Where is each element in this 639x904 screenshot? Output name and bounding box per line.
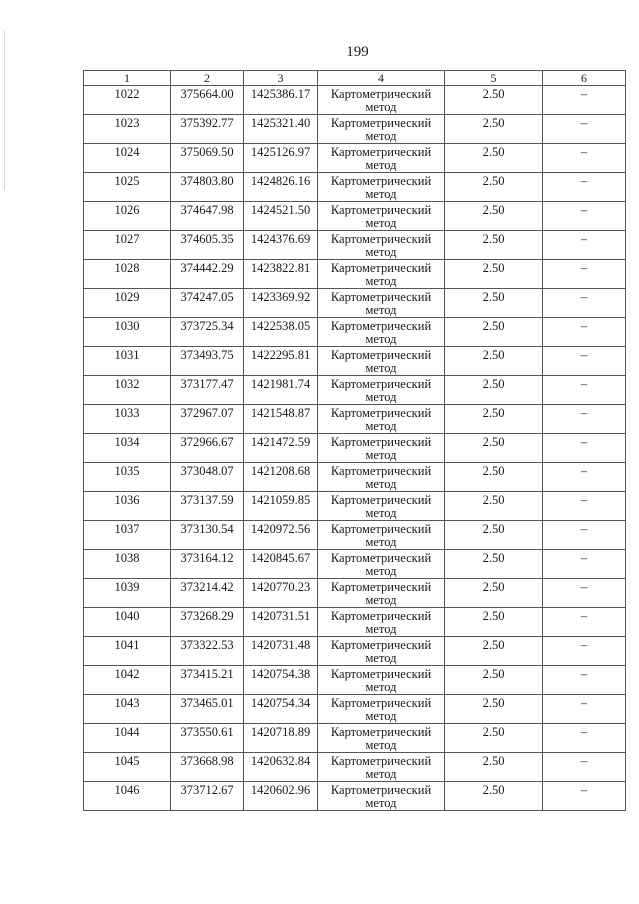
method-line-1: Картометрический	[330, 87, 432, 101]
y-coordinate-cell: 1423822.81	[244, 260, 318, 289]
error-cell: 2.50	[445, 550, 543, 579]
method-cell	[318, 666, 445, 695]
method-line-2: метод	[365, 680, 397, 694]
method-line-1: Картометрический	[330, 435, 432, 449]
table-row	[84, 405, 626, 434]
point-number-cell: 1036	[84, 492, 171, 521]
point-number-cell: 1041	[84, 637, 171, 666]
column-header: 6	[543, 71, 626, 86]
x-coordinate-cell: 373137.59	[171, 492, 244, 521]
y-coordinate-cell: 1420754.34	[244, 695, 318, 724]
method-cell	[318, 521, 445, 550]
point-number-cell: 1046	[84, 782, 171, 811]
method-cell	[318, 289, 445, 318]
point-number-cell: 1042	[84, 666, 171, 695]
column-header: 5	[445, 71, 543, 86]
error-cell: 2.50	[445, 492, 543, 521]
method-cell	[318, 115, 445, 144]
y-coordinate-cell: 1421472.59	[244, 434, 318, 463]
point-number-cell: 1028	[84, 260, 171, 289]
method-line-2: метод	[365, 100, 397, 114]
note-cell: –	[543, 289, 626, 318]
y-coordinate-cell: 1420731.51	[244, 608, 318, 637]
error-cell: 2.50	[445, 347, 543, 376]
method-cell	[318, 550, 445, 579]
error-cell: 2.50	[445, 260, 543, 289]
method-line-2: метод	[365, 216, 397, 230]
method-line-1: Картометрический	[330, 174, 432, 188]
point-number-cell: 1035	[84, 463, 171, 492]
table-row	[84, 434, 626, 463]
table-row	[84, 260, 626, 289]
x-coordinate-cell: 374247.05	[171, 289, 244, 318]
note-cell: –	[543, 782, 626, 811]
y-coordinate-cell: 1421208.68	[244, 463, 318, 492]
method-line-1: Картометрический	[330, 319, 432, 333]
error-cell: 2.50	[445, 115, 543, 144]
method-line-2: метод	[365, 796, 397, 810]
method-line-2: метод	[365, 506, 397, 520]
note-cell: –	[543, 318, 626, 347]
method-line-1: Картометрический	[330, 232, 432, 246]
note-cell: –	[543, 579, 626, 608]
method-line-1: Картометрический	[330, 725, 432, 739]
method-line-1: Картометрический	[330, 261, 432, 275]
error-cell: 2.50	[445, 231, 543, 260]
point-number-cell: 1045	[84, 753, 171, 782]
point-number-cell: 1031	[84, 347, 171, 376]
y-coordinate-cell: 1425321.40	[244, 115, 318, 144]
point-number-cell: 1023	[84, 115, 171, 144]
method-line-2: метод	[365, 361, 397, 375]
method-cell	[318, 202, 445, 231]
note-cell: –	[543, 86, 626, 115]
x-coordinate-cell: 372967.07	[171, 405, 244, 434]
x-coordinate-cell: 373048.07	[171, 463, 244, 492]
method-cell	[318, 463, 445, 492]
coordinates-table	[83, 70, 626, 811]
table-row	[84, 231, 626, 260]
y-coordinate-cell: 1420754.38	[244, 666, 318, 695]
note-cell: –	[543, 115, 626, 144]
table-row	[84, 376, 626, 405]
y-coordinate-cell: 1421059.85	[244, 492, 318, 521]
x-coordinate-cell: 373415.21	[171, 666, 244, 695]
y-coordinate-cell: 1420718.89	[244, 724, 318, 753]
point-number-cell: 1029	[84, 289, 171, 318]
method-line-2: метод	[365, 448, 397, 462]
y-coordinate-cell: 1424826.16	[244, 173, 318, 202]
method-line-2: метод	[365, 535, 397, 549]
method-line-2: метод	[365, 158, 397, 172]
method-cell	[318, 260, 445, 289]
table-row	[84, 550, 626, 579]
table-row	[84, 637, 626, 666]
point-number-cell: 1026	[84, 202, 171, 231]
x-coordinate-cell: 372966.67	[171, 434, 244, 463]
error-cell: 2.50	[445, 782, 543, 811]
method-line-2: метод	[365, 129, 397, 143]
method-cell	[318, 608, 445, 637]
method-line-1: Картометрический	[330, 609, 432, 623]
x-coordinate-cell: 373465.01	[171, 695, 244, 724]
table-row	[84, 347, 626, 376]
method-line-1: Картометрический	[330, 638, 432, 652]
y-coordinate-cell: 1422538.05	[244, 318, 318, 347]
column-header: 4	[318, 71, 445, 86]
x-coordinate-cell: 373668.98	[171, 753, 244, 782]
note-cell: –	[543, 202, 626, 231]
method-line-2: метод	[365, 245, 397, 259]
error-cell: 2.50	[445, 173, 543, 202]
method-cell	[318, 347, 445, 376]
method-line-2: метод	[365, 767, 397, 781]
y-coordinate-cell: 1425386.17	[244, 86, 318, 115]
method-line-2: метод	[365, 738, 397, 752]
method-line-1: Картометрический	[330, 116, 432, 130]
table-row	[84, 782, 626, 811]
table-row	[84, 202, 626, 231]
note-cell: –	[543, 492, 626, 521]
x-coordinate-cell: 373493.75	[171, 347, 244, 376]
method-line-1: Картометрический	[330, 464, 432, 478]
note-cell: –	[543, 666, 626, 695]
method-line-2: метод	[365, 622, 397, 636]
y-coordinate-cell: 1421548.87	[244, 405, 318, 434]
method-cell	[318, 86, 445, 115]
method-line-2: метод	[365, 390, 397, 404]
y-coordinate-cell: 1420632.84	[244, 753, 318, 782]
error-cell: 2.50	[445, 376, 543, 405]
method-line-2: метод	[365, 477, 397, 491]
point-number-cell: 1039	[84, 579, 171, 608]
table-body	[84, 86, 626, 811]
point-number-cell: 1044	[84, 724, 171, 753]
method-line-1: Картометрический	[330, 522, 432, 536]
method-cell	[318, 637, 445, 666]
page-number: 199	[346, 44, 369, 60]
point-number-cell: 1033	[84, 405, 171, 434]
column-header: 1	[84, 71, 171, 86]
x-coordinate-cell: 374442.29	[171, 260, 244, 289]
method-cell	[318, 144, 445, 173]
method-line-2: метод	[365, 303, 397, 317]
method-cell	[318, 405, 445, 434]
y-coordinate-cell: 1420972.56	[244, 521, 318, 550]
note-cell: –	[543, 753, 626, 782]
point-number-cell: 1022	[84, 86, 171, 115]
method-line-1: Картометрический	[330, 290, 432, 304]
method-cell	[318, 782, 445, 811]
note-cell: –	[543, 144, 626, 173]
table-row	[84, 492, 626, 521]
table-row	[84, 289, 626, 318]
point-number-cell: 1034	[84, 434, 171, 463]
note-cell: –	[543, 724, 626, 753]
y-coordinate-cell: 1420845.67	[244, 550, 318, 579]
method-cell	[318, 579, 445, 608]
table-row	[84, 753, 626, 782]
method-line-1: Картометрический	[330, 377, 432, 391]
x-coordinate-cell: 373550.61	[171, 724, 244, 753]
y-coordinate-cell: 1422295.81	[244, 347, 318, 376]
point-number-cell: 1037	[84, 521, 171, 550]
error-cell: 2.50	[445, 144, 543, 173]
note-cell: –	[543, 521, 626, 550]
note-cell: –	[543, 376, 626, 405]
point-number-cell: 1025	[84, 173, 171, 202]
method-line-1: Картометрический	[330, 667, 432, 681]
error-cell: 2.50	[445, 86, 543, 115]
method-line-1: Картометрический	[330, 203, 432, 217]
note-cell: –	[543, 231, 626, 260]
table-row	[84, 86, 626, 115]
method-line-2: метод	[365, 332, 397, 346]
error-cell: 2.50	[445, 695, 543, 724]
method-cell	[318, 318, 445, 347]
x-coordinate-cell: 374605.35	[171, 231, 244, 260]
point-number-cell: 1038	[84, 550, 171, 579]
table-row	[84, 724, 626, 753]
table-row	[84, 608, 626, 637]
point-number-cell: 1043	[84, 695, 171, 724]
x-coordinate-cell: 375664.00	[171, 86, 244, 115]
table-row	[84, 318, 626, 347]
method-cell	[318, 753, 445, 782]
error-cell: 2.50	[445, 521, 543, 550]
error-cell: 2.50	[445, 637, 543, 666]
x-coordinate-cell: 374647.98	[171, 202, 244, 231]
point-number-cell: 1030	[84, 318, 171, 347]
y-coordinate-cell: 1423369.92	[244, 289, 318, 318]
x-coordinate-cell: 373712.67	[171, 782, 244, 811]
table-row	[84, 463, 626, 492]
x-coordinate-cell: 373725.34	[171, 318, 244, 347]
method-line-1: Картометрический	[330, 754, 432, 768]
error-cell: 2.50	[445, 289, 543, 318]
x-coordinate-cell: 373214.42	[171, 579, 244, 608]
method-line-2: метод	[365, 564, 397, 578]
table-row	[84, 521, 626, 550]
method-line-1: Картометрический	[330, 696, 432, 710]
x-coordinate-cell: 373268.29	[171, 608, 244, 637]
note-cell: –	[543, 434, 626, 463]
x-coordinate-cell: 374803.80	[171, 173, 244, 202]
error-cell: 2.50	[445, 434, 543, 463]
table-row	[84, 173, 626, 202]
x-coordinate-cell: 375392.77	[171, 115, 244, 144]
error-cell: 2.50	[445, 463, 543, 492]
y-coordinate-cell: 1421981.74	[244, 376, 318, 405]
error-cell: 2.50	[445, 318, 543, 347]
y-coordinate-cell: 1424521.50	[244, 202, 318, 231]
method-line-1: Картометрический	[330, 580, 432, 594]
error-cell: 2.50	[445, 608, 543, 637]
table-row	[84, 579, 626, 608]
y-coordinate-cell: 1420770.23	[244, 579, 318, 608]
method-line-1: Картометрический	[330, 406, 432, 420]
point-number-cell: 1024	[84, 144, 171, 173]
method-cell	[318, 492, 445, 521]
method-line-2: метод	[365, 274, 397, 288]
method-line-2: метод	[365, 593, 397, 607]
point-number-cell: 1032	[84, 376, 171, 405]
error-cell: 2.50	[445, 579, 543, 608]
method-line-2: метод	[365, 709, 397, 723]
error-cell: 2.50	[445, 666, 543, 695]
point-number-cell: 1040	[84, 608, 171, 637]
method-line-1: Картометрический	[330, 348, 432, 362]
method-line-2: метод	[365, 651, 397, 665]
x-coordinate-cell: 373130.54	[171, 521, 244, 550]
note-cell: –	[543, 260, 626, 289]
column-header: 2	[171, 71, 244, 86]
method-cell	[318, 724, 445, 753]
table-header-row	[84, 71, 626, 86]
error-cell: 2.50	[445, 405, 543, 434]
column-header: 3	[244, 71, 318, 86]
method-cell	[318, 695, 445, 724]
note-cell: –	[543, 463, 626, 492]
note-cell: –	[543, 695, 626, 724]
x-coordinate-cell: 373322.53	[171, 637, 244, 666]
method-cell	[318, 231, 445, 260]
table-row	[84, 695, 626, 724]
note-cell: –	[543, 405, 626, 434]
note-cell: –	[543, 550, 626, 579]
method-line-2: метод	[365, 419, 397, 433]
method-line-1: Картометрический	[330, 493, 432, 507]
table-row	[84, 144, 626, 173]
table-row	[84, 115, 626, 144]
error-cell: 2.50	[445, 202, 543, 231]
y-coordinate-cell: 1420602.96	[244, 782, 318, 811]
table-row	[84, 666, 626, 695]
point-number-cell: 1027	[84, 231, 171, 260]
x-coordinate-cell: 375069.50	[171, 144, 244, 173]
note-cell: –	[543, 173, 626, 202]
method-cell	[318, 173, 445, 202]
note-cell: –	[543, 347, 626, 376]
method-line-1: Картометрический	[330, 145, 432, 159]
note-cell: –	[543, 637, 626, 666]
method-cell	[318, 376, 445, 405]
method-line-1: Картометрический	[330, 783, 432, 797]
method-line-1: Картометрический	[330, 551, 432, 565]
method-line-2: метод	[365, 187, 397, 201]
error-cell: 2.50	[445, 753, 543, 782]
y-coordinate-cell: 1424376.69	[244, 231, 318, 260]
y-coordinate-cell: 1425126.97	[244, 144, 318, 173]
error-cell: 2.50	[445, 724, 543, 753]
y-coordinate-cell: 1420731.48	[244, 637, 318, 666]
x-coordinate-cell: 373164.12	[171, 550, 244, 579]
method-cell	[318, 434, 445, 463]
x-coordinate-cell: 373177.47	[171, 376, 244, 405]
note-cell: –	[543, 608, 626, 637]
